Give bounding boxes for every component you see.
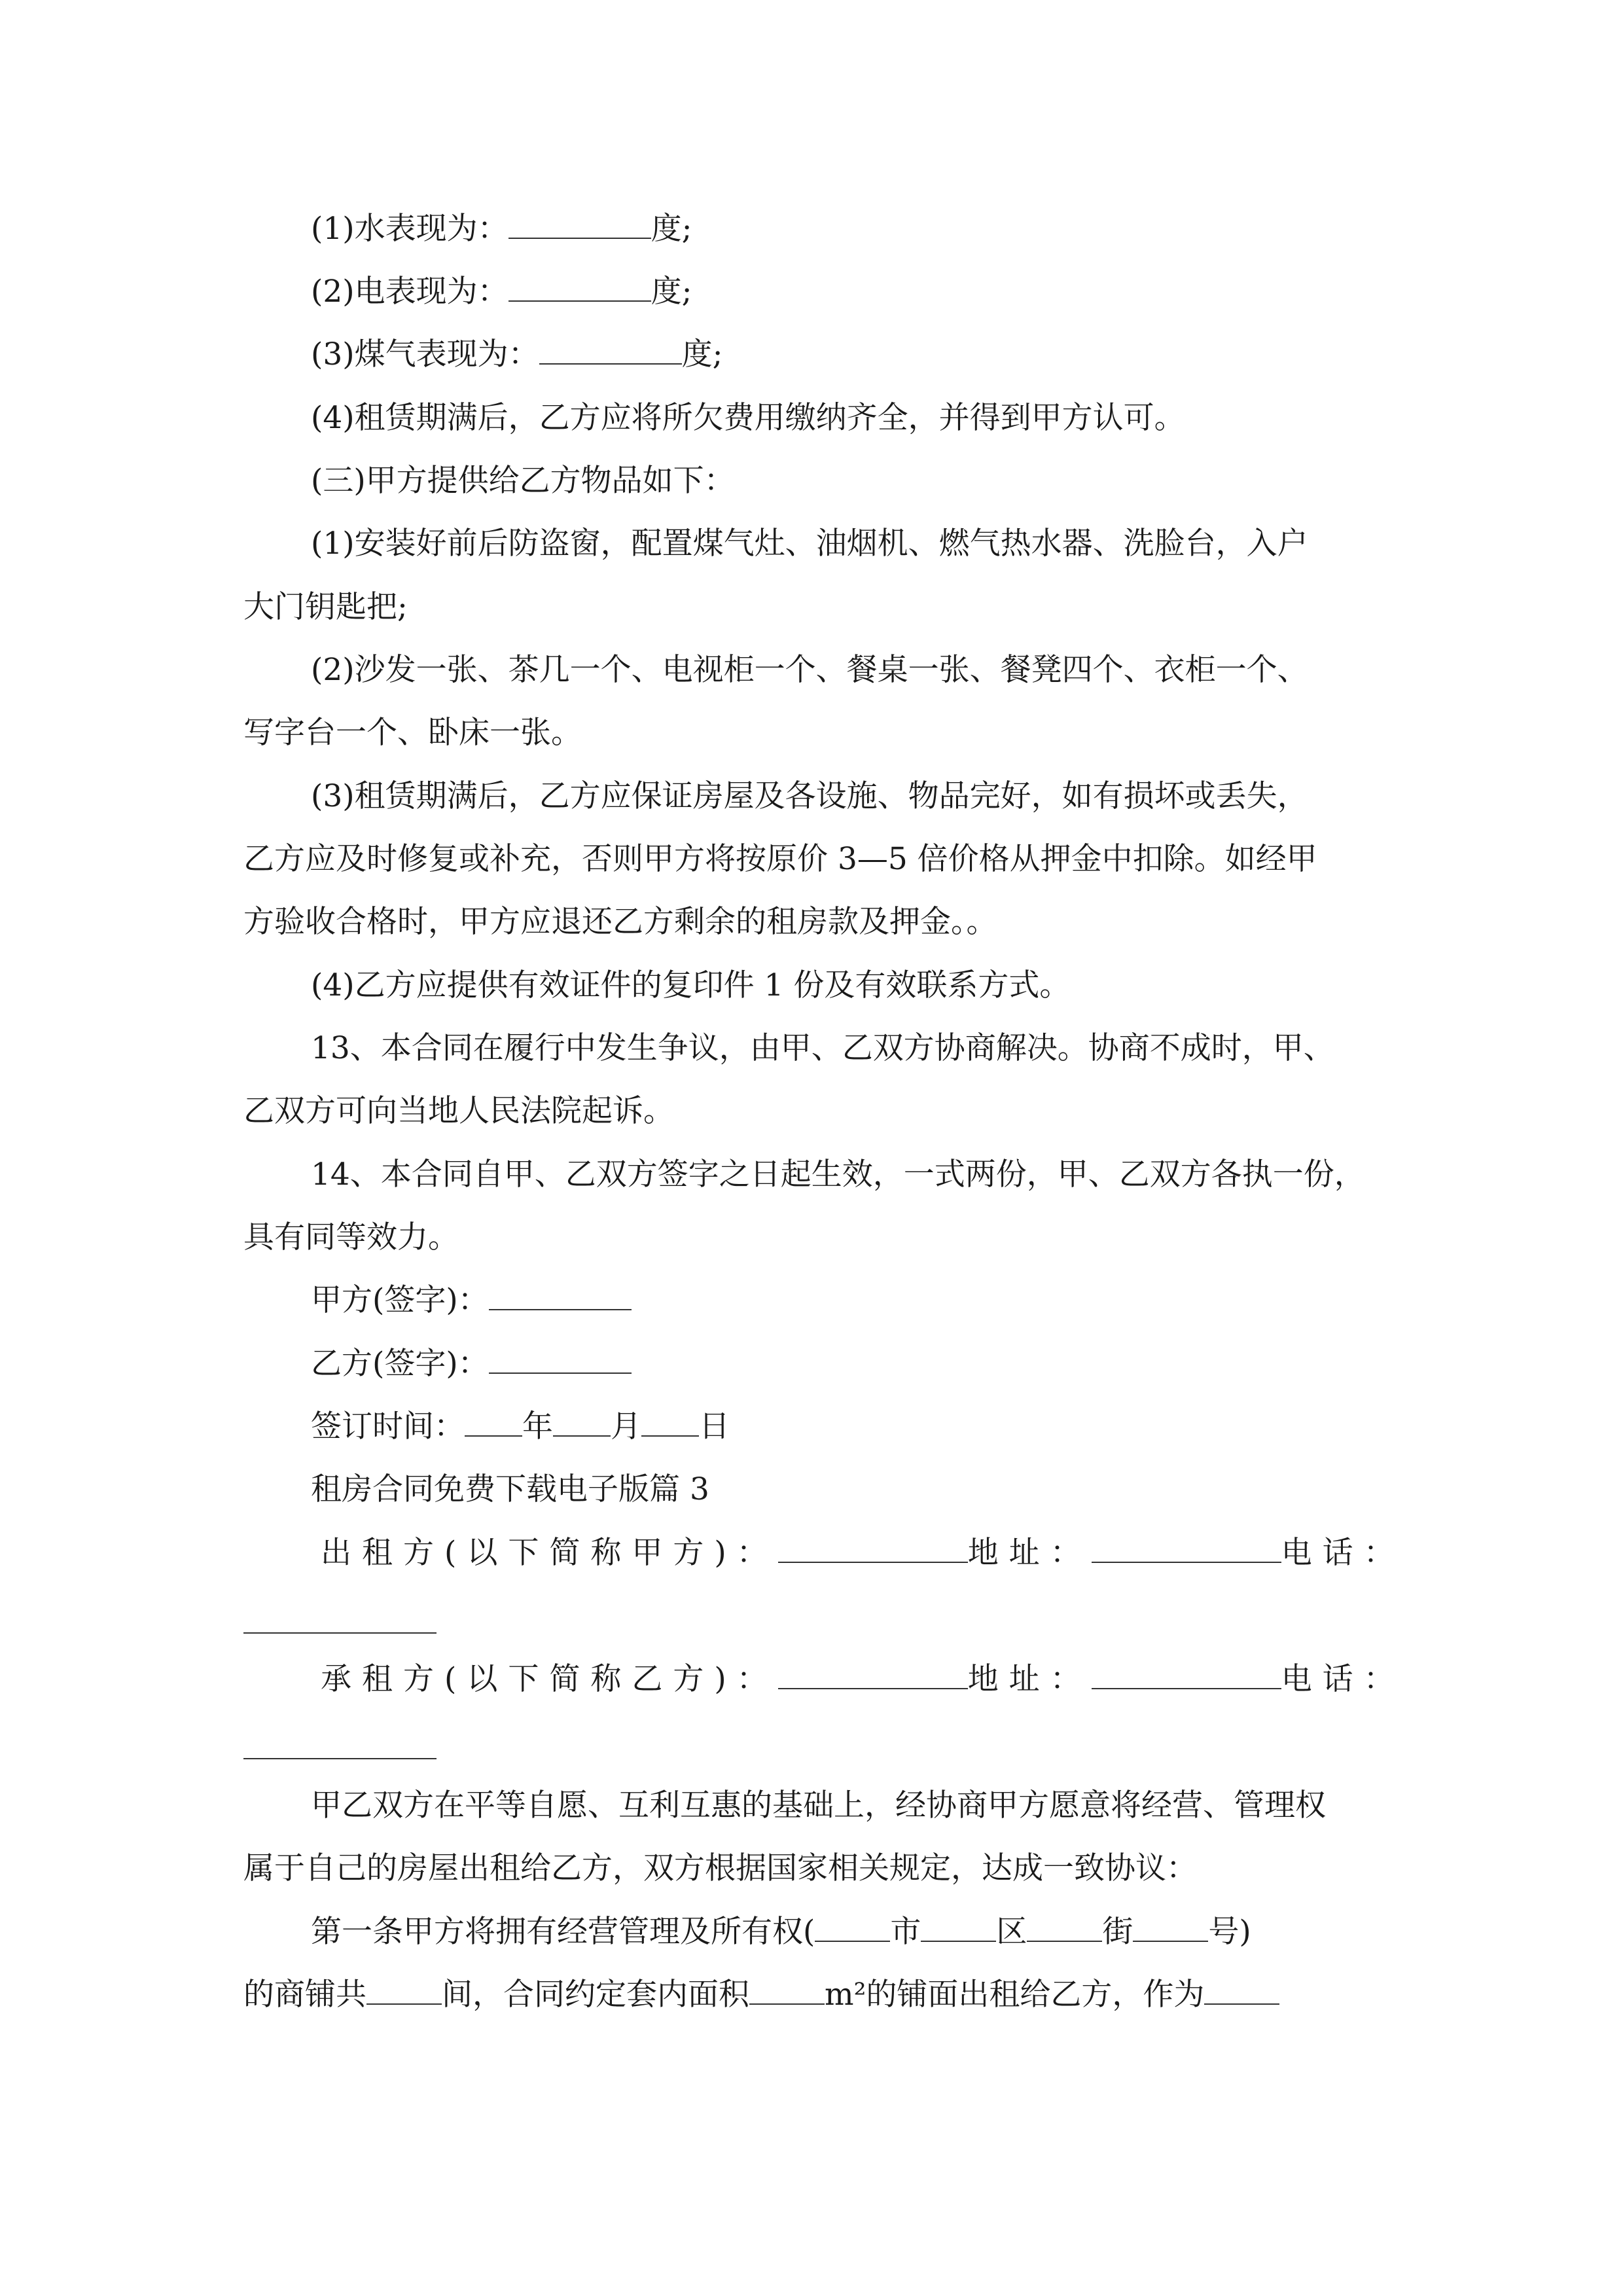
- sign-year-blank[interactable]: [465, 1410, 522, 1437]
- lessor-address-label: 地址：: [967, 1535, 1092, 1571]
- electric-meter-unit: 度;: [651, 274, 692, 310]
- paragraph-line: (2)沙发一张、茶几一个、电视柜一个、餐桌一张、餐凳四个、衣柜一个、: [311, 652, 1308, 688]
- paragraph-line: 大门钥匙把;: [243, 589, 408, 625]
- article-one-line: [0, 1912, 1623, 1952]
- number-blank[interactable]: [1133, 1916, 1208, 1942]
- paragraph-line: 乙方应及时修复或补充，否则甲方将按原价 3—5 倍价格从押金中扣除。如经甲: [243, 841, 1317, 877]
- electric-meter-blank[interactable]: [508, 276, 651, 302]
- year-label: 年: [522, 1408, 553, 1444]
- paragraph-line: 方验收合格时，甲方应退还乙方剩余的租房款及押金。。: [243, 904, 997, 940]
- lessee-line: [0, 1660, 1623, 1699]
- lessor-address-blank[interactable]: [1092, 1537, 1281, 1563]
- month-label: 月: [611, 1408, 641, 1444]
- electric-meter-line: [0, 272, 1623, 312]
- purpose-label: m²的铺面出租给乙方，作为: [825, 1977, 1205, 2013]
- paragraph-line: 具有同等效力。: [243, 1219, 459, 1255]
- gas-meter-blank[interactable]: [539, 338, 682, 365]
- party-b-signature-blank[interactable]: [489, 1348, 632, 1374]
- party-b-signature-label: 乙方(签字)：: [311, 1346, 489, 1382]
- district-label: 区: [996, 1914, 1027, 1950]
- sign-month-blank[interactable]: [553, 1410, 611, 1437]
- paragraph-line: 甲乙双方在平等自愿、互利互惠的基础上，经协商甲方愿意将经营、管理权: [311, 1787, 1326, 1823]
- shop-count-blank[interactable]: [366, 1979, 442, 2005]
- day-label: 日: [699, 1408, 730, 1444]
- lessee-address-label: 地址：: [967, 1661, 1092, 1697]
- water-meter-blank[interactable]: [508, 213, 651, 239]
- water-meter-unit: 度;: [651, 211, 692, 247]
- lessor-phone-label: 电话：: [1281, 1535, 1405, 1571]
- gas-meter-line: [0, 335, 1623, 374]
- lessor-name-blank[interactable]: [778, 1537, 968, 1563]
- paragraph-line: 写字台一个、卧床一张。: [243, 715, 582, 751]
- lessee-label: 承租方(以下简称乙方)：: [321, 1661, 778, 1697]
- lessor-label: 出租方(以下简称甲方)：: [321, 1535, 778, 1571]
- purpose-blank[interactable]: [1204, 1979, 1279, 2005]
- lessee-address-blank[interactable]: [1092, 1663, 1281, 1689]
- section-title: 租房合同免费下载电子版篇 3: [311, 1471, 709, 1507]
- street-blank[interactable]: [1027, 1916, 1102, 1942]
- district-blank[interactable]: [921, 1916, 996, 1942]
- article-one-text: 第一条甲方将拥有经营管理及所有权(: [311, 1914, 815, 1950]
- electric-meter-label: (2)电表现为：: [311, 274, 508, 310]
- sign-day-blank[interactable]: [641, 1410, 699, 1437]
- paragraph-line: (4)租赁期满后，乙方应将所欠费用缴纳齐全，并得到甲方认可。: [311, 400, 1185, 436]
- shop-count-label: 的商铺共: [243, 1977, 366, 2013]
- paragraph-line: (4)乙方应提供有效证件的复印件 1 份及有效联系方式。: [311, 967, 1071, 1003]
- lessee-phone-label: 电话：: [1281, 1661, 1405, 1697]
- paragraph-line: (1)安装好前后防盗窗，配置煤气灶、油烟机、燃气热水器、洗脸台，入户: [311, 526, 1308, 562]
- street-label: 街: [1102, 1914, 1133, 1950]
- gas-meter-label: (3)煤气表现为：: [311, 336, 539, 372]
- party-a-signature-line: [0, 1281, 1623, 1320]
- city-label: 市: [890, 1914, 921, 1950]
- party-a-signature-blank[interactable]: [489, 1284, 632, 1310]
- paragraph-line: 乙双方可向当地人民法院起诉。: [243, 1093, 674, 1129]
- paragraph-line: (3)租赁期满后，乙方应保证房屋及各设施、物品完好，如有损坏或丢失，: [311, 778, 1308, 814]
- party-b-signature-line: [0, 1344, 1623, 1384]
- water-meter-line: [0, 209, 1623, 249]
- number-label: 号): [1208, 1914, 1251, 1950]
- sign-date-line: [0, 1407, 1623, 1446]
- water-meter-label: (1)水表现为：: [311, 211, 508, 247]
- city-blank[interactable]: [815, 1916, 890, 1942]
- lessor-line: [0, 1534, 1623, 1573]
- lessee-name-blank[interactable]: [778, 1663, 968, 1689]
- paragraph-line: 13、本合同在履行中发生争议，由甲、乙双方协商解决。协商不成时，甲、: [311, 1030, 1334, 1066]
- area-blank[interactable]: [749, 1979, 825, 2005]
- party-a-signature-label: 甲方(签字)：: [311, 1282, 489, 1318]
- gas-meter-unit: 度;: [681, 336, 723, 372]
- section-heading: (三)甲方提供给乙方物品如下：: [311, 463, 735, 499]
- sign-date-label: 签订时间：: [311, 1408, 465, 1444]
- article-one-cont-line: [0, 1975, 1623, 2015]
- paragraph-line: 属于自己的房屋出租给乙方，双方根据国家相关规定，达成一致协议：: [243, 1850, 1197, 1886]
- area-label: 间，合同约定套内面积: [442, 1977, 749, 2013]
- lessee-phone-blank[interactable]: [243, 1758, 437, 1759]
- paragraph-line: 14、本合同自甲、乙双方签字之日起生效，一式两份，甲、乙双方各执一份，: [311, 1157, 1365, 1193]
- lessor-phone-blank[interactable]: [243, 1632, 437, 1634]
